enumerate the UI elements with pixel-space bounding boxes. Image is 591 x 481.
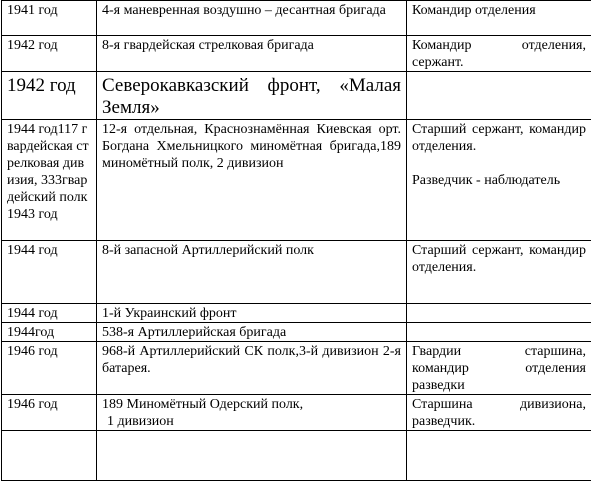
position-cell	[407, 431, 591, 481]
year-cell: 1946 год	[2, 395, 97, 431]
year-cell: 1944 год	[2, 304, 97, 323]
unit-cell: Северокавказский фронт, «Малая Земля»	[97, 72, 407, 120]
table-row	[2, 431, 591, 481]
unit-cell	[97, 395, 407, 431]
unit-cell: 8-й запасной Артиллерийский полк	[97, 241, 407, 304]
position-cell	[407, 304, 591, 323]
year-cell: 1942 год	[2, 72, 97, 120]
position-text: Старший сержант, командир отделения.	[412, 122, 586, 154]
position-cell: Старшина дивизиона, разведчик.	[407, 395, 591, 431]
spacer	[412, 155, 586, 172]
position-extra-text: Разведчик - наблюдатель	[412, 172, 586, 189]
year-cell	[2, 431, 97, 481]
year-cell: 1944год	[2, 323, 97, 342]
table-row	[2, 120, 591, 241]
table-row	[2, 395, 591, 431]
unit-cell: 4-я маневренная воздушно – десантная бригада	[97, 1, 407, 36]
unit-cell: 538-я Артиллерийская бригада	[97, 323, 407, 342]
unit-cell: 1-й Украинский фронт	[97, 304, 407, 323]
table-row	[2, 342, 591, 395]
unit-cell: 12-я отдельная, Краснознамённая Киевская орт. Богдана Хмельницкого миномётная бригада,189 миномётный полк, 2 дивизион	[97, 120, 407, 241]
position-cell	[407, 323, 591, 342]
service-record-table	[1, 0, 591, 481]
table-row	[2, 1, 591, 36]
table-row	[2, 72, 591, 120]
table-row	[2, 36, 591, 72]
position-cell	[407, 120, 591, 241]
unit-cell: 968-й Артиллерийский СК полк,3-й дивизион 2-я батарея.	[97, 342, 407, 395]
position-cell: Гвардии старшина, командир отделения разведки	[407, 342, 591, 395]
year-cell: 1944 год117 гвардейская стрелковая дивизия, 333гвардейский полк 1943 год	[2, 120, 97, 241]
position-cell: Командир отделения, сержант.	[407, 36, 591, 72]
unit-line: 189 Миномётный Одерский полк,	[102, 396, 401, 413]
unit-line: 1 дивизион	[102, 413, 401, 430]
table-row	[2, 241, 591, 304]
position-cell: Старший сержант, командир отделения.	[407, 241, 591, 304]
year-cell: 1944 год	[2, 241, 97, 304]
unit-cell: 8-я гвардейская стрелковая бригада	[97, 36, 407, 72]
table-row	[2, 323, 591, 342]
table-row	[2, 304, 591, 323]
year-cell: 1942 год	[2, 36, 97, 72]
year-cell: 1946 год	[2, 342, 97, 395]
position-cell: Командир отделения	[407, 1, 591, 36]
year-cell: 1941 год	[2, 1, 97, 36]
unit-cell	[97, 431, 407, 481]
position-cell	[407, 72, 591, 120]
